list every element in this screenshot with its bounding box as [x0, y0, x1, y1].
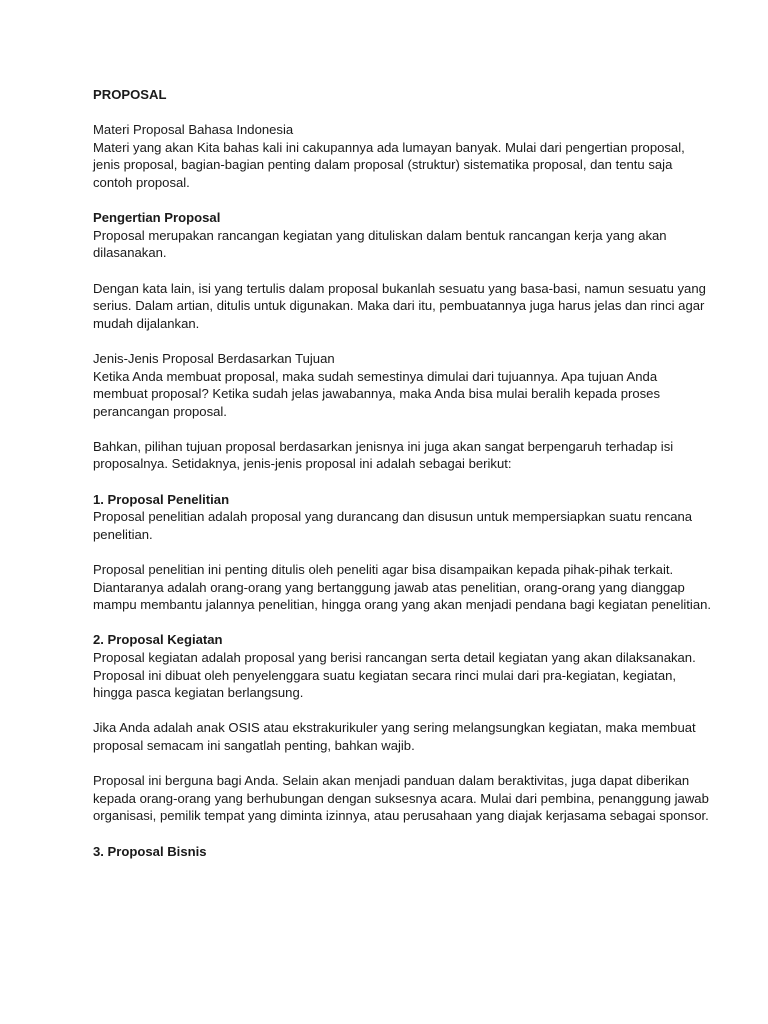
jenis-paragraph-1: Ketika Anda membuat proposal, maka sudah semestinya dimulai dari tujuannya. Apa tujuan Anda membuat proposal? Ketika sudah jelas jawabannya, maka Anda bisa mulai beralih kepada proses perancangan proposal. — [93, 368, 661, 419]
document-title: PROPOSAL — [93, 87, 167, 102]
jenis-heading: Jenis-Jenis Proposal Berdasarkan Tujuan — [93, 350, 335, 366]
pengertian-heading: Pengertian Proposal — [93, 210, 221, 226]
penelitian-paragraph-2: Proposal penelitian ini penting ditulis oleh peneliti agar bisa disampaikan kepada pihak-pihak terkait. Diantaranya adalah orang-orang yang bertanggung jawab atas penelitian, orang-orang yang dianggap mampu membantu jalannya penelitian, hingga orang yang akan menjadi pendana bagi kegiatan penelitian. — [93, 562, 712, 613]
kegiatan-paragraph-1: Proposal kegiatan adalah proposal yang berisi rancangan serta detail kegiatan yang akan dilaksanakan. Proposal ini dibuat oleh penyelenggara suatu kegiatan secara rinci mulai dari pra-kegiatan, kegiatan, hingga pasca kegiatan berlangsung. — [93, 650, 696, 701]
penelitian-paragraph-1: Proposal penelitian adalah proposal yang durancang dan disusun untuk mempersiapkan suatu rencana penelitian. — [93, 509, 693, 542]
pengertian-paragraph-1: Proposal merupakan rancangan kegiatan yang dituliskan dalam bentuk rancangan kerja yang akan dilasanakan. — [93, 227, 667, 261]
pengertian-paragraph-2: Dengan kata lain, isi yang tertulis dalam proposal bukanlah sesuatu yang basa-basi, namun sesuatu yang serius. Dalam artian, ditulis untuk digunakan. Maka dari itu, pembuatannya juga harus jelas dan rinci agar mudah dijalankan. — [93, 280, 706, 331]
bisnis-heading: 3. Proposal Bisnis — [93, 843, 207, 859]
intro-heading: Materi Proposal Bahasa Indonesia — [93, 122, 294, 138]
jenis-paragraph-2: Bahkan, pilihan tujuan proposal berdasarkan jenisnya ini juga akan sangat berpengaruh terhadap isi proposalnya. Setidaknya, jenis-jenis proposal ini adalah sebagai berikut: — [93, 438, 674, 472]
penelitian-heading: 1. Proposal Penelitian — [93, 491, 230, 507]
kegiatan-paragraph-2: Jika Anda adalah anak OSIS atau ekstrakurikuler yang sering melangsungkan kegiatan, maka membuat proposal semacam ini sangatlah penting, bahkan wajib. — [93, 720, 696, 753]
kegiatan-heading: 2. Proposal Kegiatan — [93, 632, 223, 648]
document-page — [93, 86, 713, 860]
intro-paragraph: Materi yang akan Kita bahas kali ini cakupannya ada lumayan banyak. Mulai dari pengertian proposal, jenis proposal, bagian-bagian penting dalam proposal (struktur) sistematika proposal, dan tentu saja contoh proposal. — [93, 139, 685, 190]
kegiatan-paragraph-3: Proposal ini berguna bagi Anda. Selain akan menjadi panduan dalam beraktivitas, juga dapat diberikan kepada orang-orang yang berhubungan dengan suksesnya acara. Mulai dari pembina, penanggung jawab organisasi, pemilik tempat yang diminta izinnya, atau perusahaan yang diajak kerjasama sebagai sponsor. — [93, 773, 709, 824]
